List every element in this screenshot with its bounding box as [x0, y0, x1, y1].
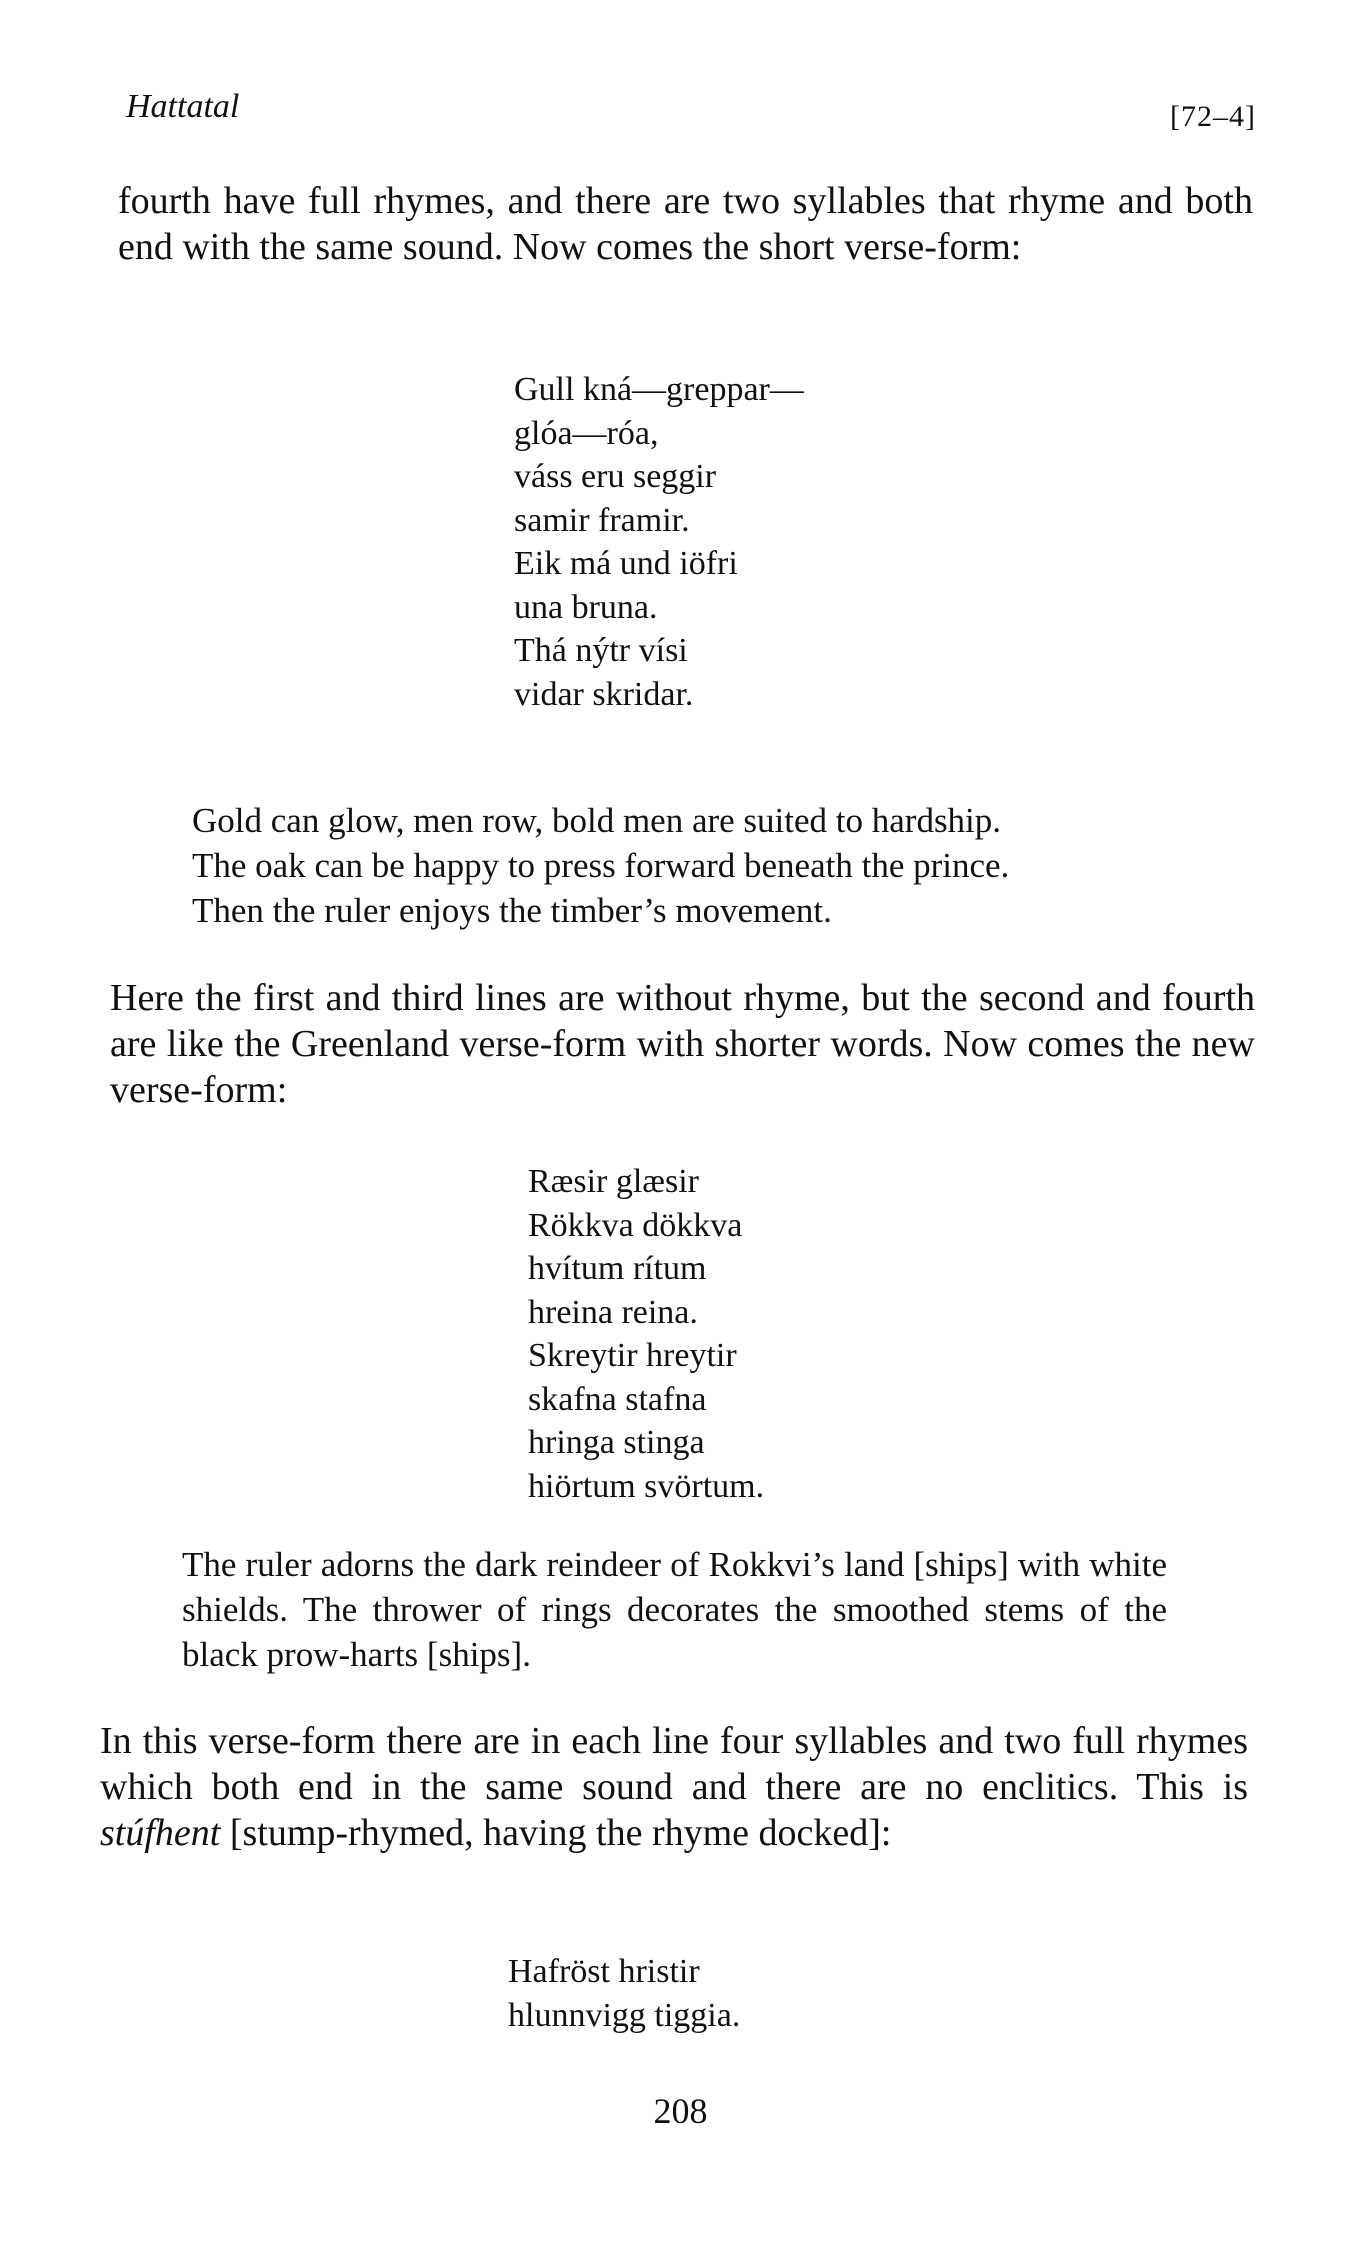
verse-line: Hafröst hristir [508, 1953, 700, 1990]
verse-line: glóa—róa, [514, 414, 659, 452]
translation-block-1 [192, 798, 1192, 933]
translation-line: Gold can glow, men row, bold men are suited to hardship. [192, 801, 1002, 840]
verse-line: Thá nýtr vísi [514, 632, 688, 669]
verse-line: hiörtum svörtum. [528, 1467, 765, 1505]
verse-line: Rökkva dökkva [528, 1206, 743, 1244]
verse-line: samir framir. [514, 501, 690, 539]
paragraph-text: [stump-rhymed, having the rhyme docked]: [229, 1812, 892, 1854]
verse-line: Skreytir hreytir [528, 1337, 737, 1374]
section-reference: [72–4] [1170, 100, 1256, 133]
verse-line: hvítum rítum [528, 1250, 707, 1287]
verse-line: Gull kná—greppar— [514, 371, 804, 408]
translation-line: The oak can be happy to press forward beneath the prince. [192, 846, 1010, 885]
verse-line: hlunnvigg tiggia. [508, 1996, 741, 2034]
verse-block-stufhent [508, 1950, 740, 2037]
paragraph-greenland: Here the first and third lines are without rhyme, but the second and fourth are like the Greenland verse-form with shorter words. Now comes the new verse-form: [110, 977, 1255, 1111]
translation-block-2: The ruler adorns the dark reindeer of Rokkvi’s land [ships] with white shields. The thrower of rings decorates the smoothed stems of the black prow-harts [ships]. [182, 1545, 1167, 1674]
verse-line: hreina reina. [528, 1293, 698, 1331]
running-title: Hattatal [126, 88, 240, 125]
paragraph-intro: fourth have full rhymes, and there are two syllables that rhyme and both end with the same sound. Now comes the short verse-form: [118, 180, 1253, 268]
translation-line: Then the ruler enjoys the timber’s movement. [192, 891, 832, 930]
verse-line: skafna stafna [528, 1380, 707, 1418]
italic-term: stúfhent [100, 1812, 221, 1854]
verse-line: Eik má und iöfri [514, 545, 738, 582]
verse-block-new-form [528, 1160, 764, 1508]
paragraph-stufhent [100, 1718, 1248, 1856]
verse-block-short-form [514, 368, 804, 716]
running-head [126, 88, 1256, 138]
verse-line: hringa stinga [528, 1424, 705, 1461]
verse-line: Ræsir glæsir [528, 1163, 699, 1200]
verse-line: vidar skridar. [514, 675, 694, 713]
verse-line: una bruna. [514, 588, 658, 626]
paragraph-text: In this verse-form there are in each line four syllables and two full rhymes which both end in the same sound and there are no enclitics. This is [100, 1720, 1248, 1808]
page-number: 208 [653, 2091, 708, 2131]
verse-line: váss eru seggir [514, 458, 717, 495]
